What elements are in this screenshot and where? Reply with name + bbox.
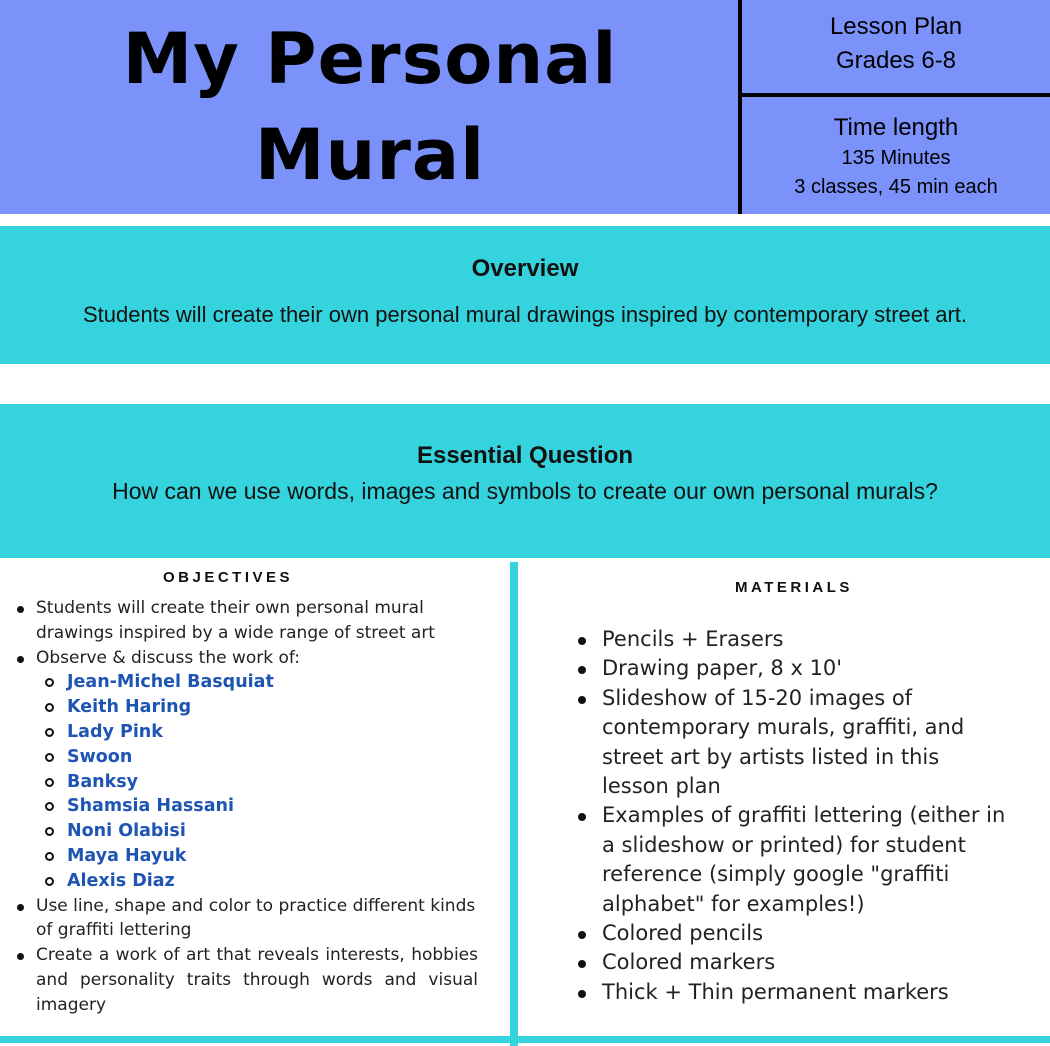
artist-item: Noni Olabisi <box>36 819 478 844</box>
artist-item: Jean-Michel Basquiat <box>36 670 478 695</box>
objective-item: Create a work of art that reveals interests, hobbies and personality traits through words and visual imagery <box>0 943 510 1017</box>
artist-item: Lady Pink <box>36 720 478 745</box>
artist-item: Alexis Diaz <box>36 869 478 894</box>
objective-item: Observe & discuss the work of: Jean-Michel Basquiat Keith Haring Lady Pink Swoon Banksy Shamsia Hassani Noni Olabisi Maya Hayuk Alexis Diaz <box>0 646 510 894</box>
artist-item: Maya Hayuk <box>36 844 478 869</box>
page-title <box>0 0 740 214</box>
header-horizontal-divider <box>740 93 1050 97</box>
title-line-1: My Personal <box>122 18 618 100</box>
objectives-panel <box>0 558 510 1038</box>
material-item: Drawing paper, 8 x 10' <box>518 654 1050 683</box>
time-minutes: 135 Minutes <box>841 147 951 169</box>
artist-item: Swoon <box>36 745 478 770</box>
title-line-2: Mural <box>254 114 486 196</box>
essential-question-text: How can we use words, images and symbols to create our own personal murals? <box>112 478 938 504</box>
material-item: Colored pencils <box>518 919 1050 948</box>
materials-title: MATERIALS <box>735 579 853 596</box>
material-item: Colored markers <box>518 948 1050 977</box>
objective-item: Students will create their own personal mural drawings inspired by a wide range of street art <box>0 596 510 646</box>
material-item: Slideshow of 15-20 images of contemporary murals, graffiti, and street art by artists listed in this lesson plan <box>518 684 1050 802</box>
header-banner <box>0 0 1050 214</box>
essential-question-title: Essential Question <box>416 442 634 469</box>
essential-question-section <box>0 404 1050 558</box>
lesson-plan-info <box>742 10 1050 78</box>
time-length-label: Time length <box>833 114 959 141</box>
artist-item: Keith Haring <box>36 695 478 720</box>
objectives-list <box>0 596 510 1018</box>
grades-label: Grades 6-8 <box>835 47 957 74</box>
material-item: Pencils + Erasers <box>518 625 1050 654</box>
column-divider <box>510 562 518 1046</box>
overview-title: Overview <box>471 255 579 282</box>
material-item: Thick + Thin permanent markers <box>518 978 1050 1007</box>
artist-item: Banksy <box>36 770 478 795</box>
material-item: Examples of graffiti lettering (either in a slideshow or printed) for student reference (simply google "graffiti alphabet" for examples!) <box>518 801 1050 919</box>
overview-section <box>0 226 1050 364</box>
objective-item: Use line, shape and color to practice different kinds of graffiti lettering <box>0 894 510 944</box>
materials-panel <box>518 558 1050 1038</box>
bottom-border <box>0 1036 1050 1043</box>
objectives-title: OBJECTIVES <box>162 569 294 586</box>
artist-list <box>36 670 478 893</box>
overview-text: Students will create their own personal mural drawings inspired by contemporary street art. <box>82 302 968 327</box>
artist-item: Shamsia Hassani <box>36 794 478 819</box>
time-classes: 3 classes, 45 min each <box>794 176 998 198</box>
materials-list <box>518 625 1050 1007</box>
lesson-plan-label: Lesson Plan <box>829 13 963 40</box>
time-length-info <box>742 112 1050 202</box>
